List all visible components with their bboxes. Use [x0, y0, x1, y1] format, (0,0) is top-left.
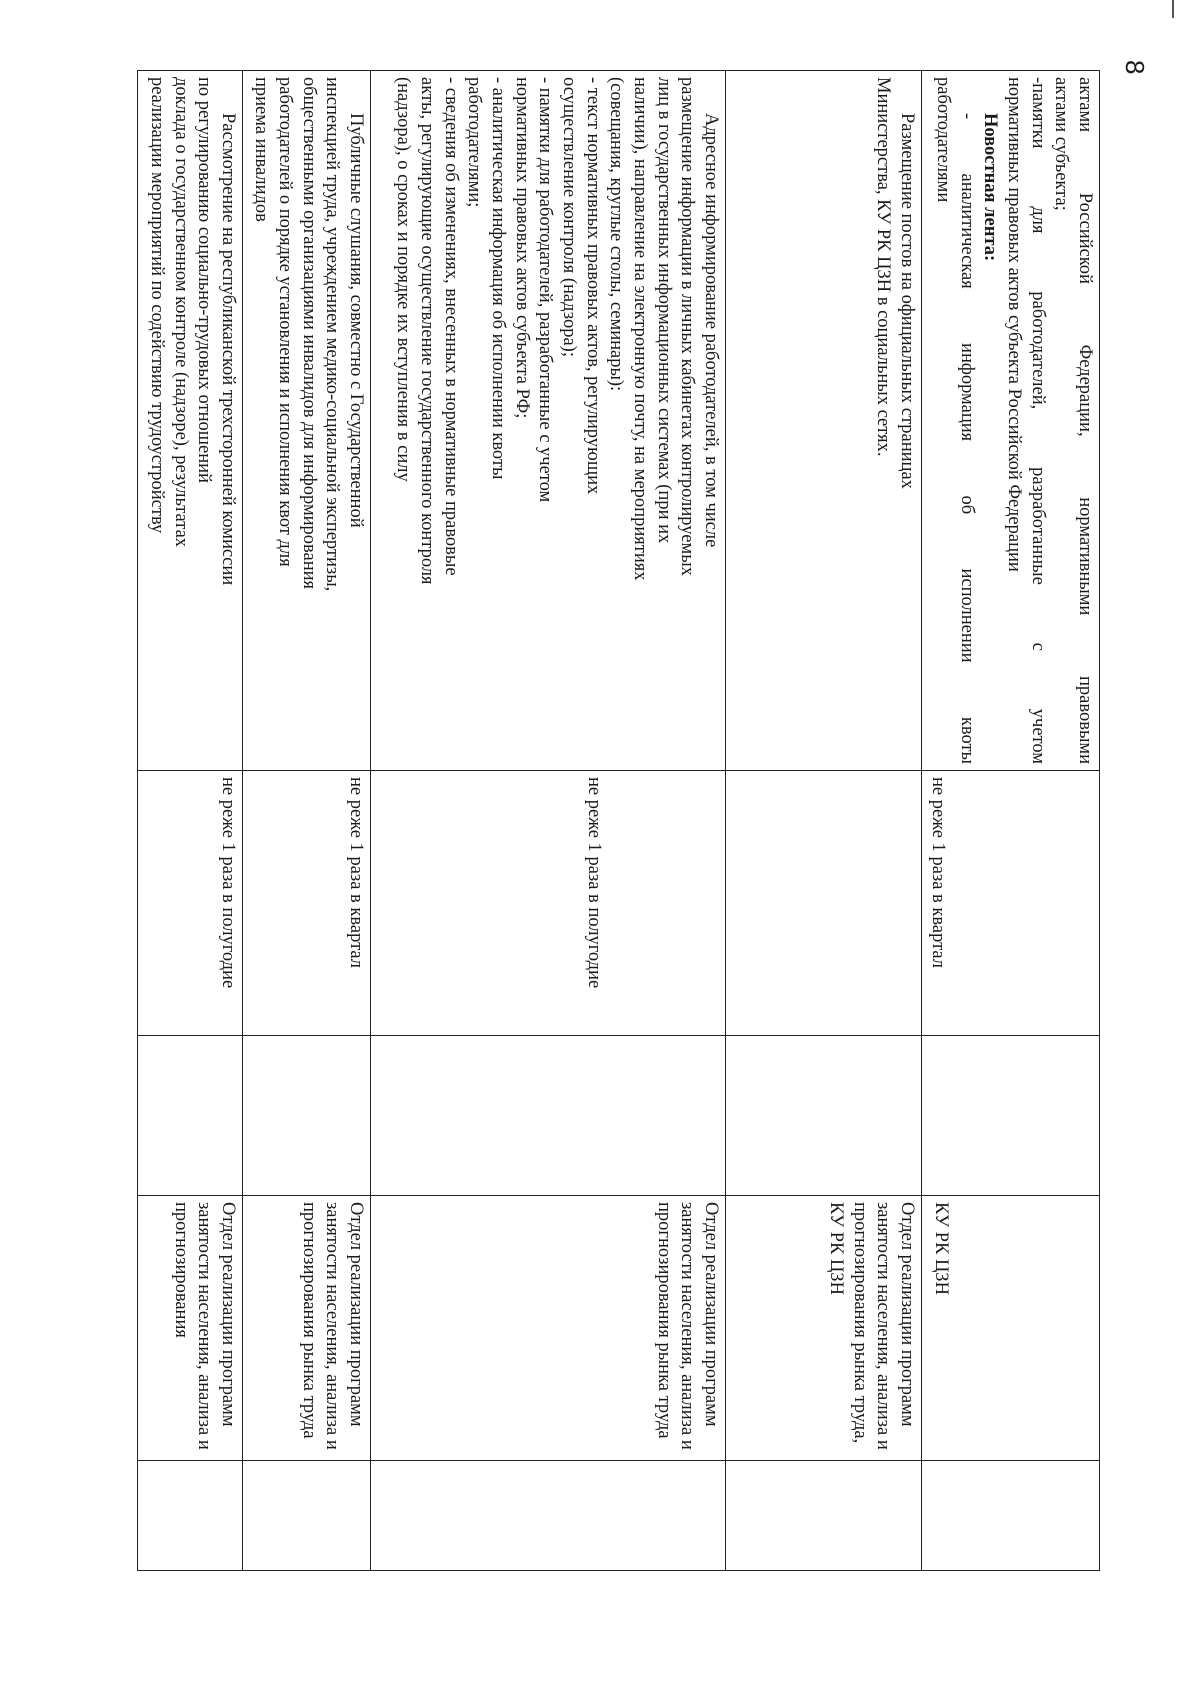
action-cell: [138, 71, 243, 771]
frequency-text: не реже 1 раза в полугодие: [584, 777, 604, 989]
frequency-text: не реже 1 раза в полугодие: [218, 777, 238, 989]
empty-cell: [922, 1461, 1100, 1571]
table-row: [922, 71, 1100, 1571]
empty-cell: [922, 1036, 1100, 1196]
responsible-cell: [371, 1196, 726, 1461]
text-line: (надзора), о сроках и порядке их вступления в силу: [393, 77, 414, 482]
table-row: [726, 71, 922, 1571]
text-line: актами Российской Федерации, нормативными правовыми: [1075, 77, 1095, 764]
empty-cell: [726, 1036, 922, 1196]
text-line: наличии), направление на электронную почту, на мероприятиях: [629, 77, 650, 581]
empty-cell: [243, 1036, 371, 1196]
text-line: работодателями;: [464, 77, 485, 208]
table-row: [243, 71, 371, 1571]
text-line: инспекцией труда, учреждением медико-социальной экспертизы,: [322, 77, 343, 592]
text-line: - аналитическая информация об исполнении квоты: [487, 77, 508, 480]
text-line: осуществление контроля (надзора);: [558, 77, 579, 357]
text-line: общественными организациями инвалидов для информирования: [298, 77, 319, 590]
frequency-cell: [371, 771, 726, 1036]
action-cell: [726, 71, 922, 771]
action-cell: [371, 71, 726, 771]
text-line: (совещания, круглые столы, семинары):: [606, 77, 627, 392]
text-line: размещение информации в личных кабинетах контролируемых: [677, 77, 698, 576]
empty-cell: [138, 1461, 243, 1571]
text-line: актами субъекта;: [1051, 77, 1072, 211]
responsible-text: Отдел реализации программ занятости населения, анализа и прогнозирования рынка труда, КУ РК ЦЗН: [825, 1202, 917, 1450]
empty-cell: [726, 1461, 922, 1571]
responsible-cell: [922, 1196, 1100, 1461]
responsible-text: Отдел реализации программ занятости населения, анализа и прогнозирования рынка труда: [298, 1202, 366, 1450]
text-line: - памятки для работодателей, разработанные с учетом: [535, 77, 556, 503]
responsible-text: Отдел реализации программ занятости населения, анализа и прогнозирования: [170, 1202, 238, 1450]
responsible-text: КУ РК ЦЗН: [930, 1202, 951, 1295]
table-row: [371, 71, 726, 1571]
text-line: - текст нормативных правовых актов, регулирующих: [582, 77, 603, 495]
table-row: [138, 71, 243, 1571]
document-sheet: [100, 70, 1100, 1570]
frequency-text: не реже 1 раза в квартал: [927, 777, 948, 969]
empty-cell: [371, 1036, 726, 1196]
text-line: доклада о государственном контроле (надзоре), результатах: [170, 77, 191, 548]
news-heading: Новостная лента:: [980, 113, 1001, 262]
frequency-cell: [726, 771, 922, 1036]
page-number: 8: [1120, 60, 1150, 75]
responsible-cell: [726, 1196, 922, 1461]
text-line: нормативных правовых актов субъекта Российской Федерации: [1003, 77, 1024, 572]
action-cell: [922, 71, 1100, 771]
text-line: реализации мероприятий по содействию трудоустройству: [146, 77, 167, 534]
text-line: - аналитическая информация об исполнении квоты: [956, 113, 977, 764]
responsible-cell: [138, 1196, 243, 1461]
frequency-cell: [243, 771, 371, 1036]
text-line: работодателей о порядке установления и исполнения квот для: [274, 77, 295, 567]
frequency-text: не реже 1 раза в квартал: [346, 777, 366, 969]
responsible-cell: [243, 1196, 371, 1461]
text-line: акты, регулирующие осуществление государственного контроля: [416, 77, 437, 585]
text-line: по регулированию социально-трудовых отношений: [194, 77, 215, 483]
empty-cell: [138, 1036, 243, 1196]
frequency-cell: [138, 771, 243, 1036]
text-line: Рассмотрение на республиканской трехсторонней комиссии: [218, 113, 238, 586]
text-line: -памятки для работодателей, разработанные с учетом: [1027, 77, 1048, 764]
text-line: приема инвалидов: [251, 77, 272, 222]
text-line: Министерства, КУ РК ЦЗН в социальных сетях.: [873, 77, 894, 457]
text-line: лиц в государственных информационных системах (при их: [653, 77, 674, 544]
text-line: нормативных правовых актов субъекта РФ;: [511, 77, 532, 419]
frequency-cell: [922, 771, 1100, 1036]
empty-cell: [371, 1461, 726, 1571]
measures-table: [137, 70, 1100, 1571]
text-line: работодателями: [932, 77, 953, 203]
text-line: - сведения об изменениях, внесенных в нормативные правовые: [440, 77, 461, 576]
responsible-text: Отдел реализации программ занятости населения, анализа и прогнозирования рынка труда: [653, 1202, 721, 1450]
text-line: Публичные слушания, совместно с Государственной: [346, 113, 366, 528]
empty-cell: [243, 1461, 371, 1571]
edge-mark: [1172, 0, 1174, 18]
text-line: Размещение постов на официальных страницах: [897, 113, 917, 489]
text-line: Адресное информирование работодателей, в том числе: [701, 113, 721, 548]
action-cell: [243, 71, 371, 771]
